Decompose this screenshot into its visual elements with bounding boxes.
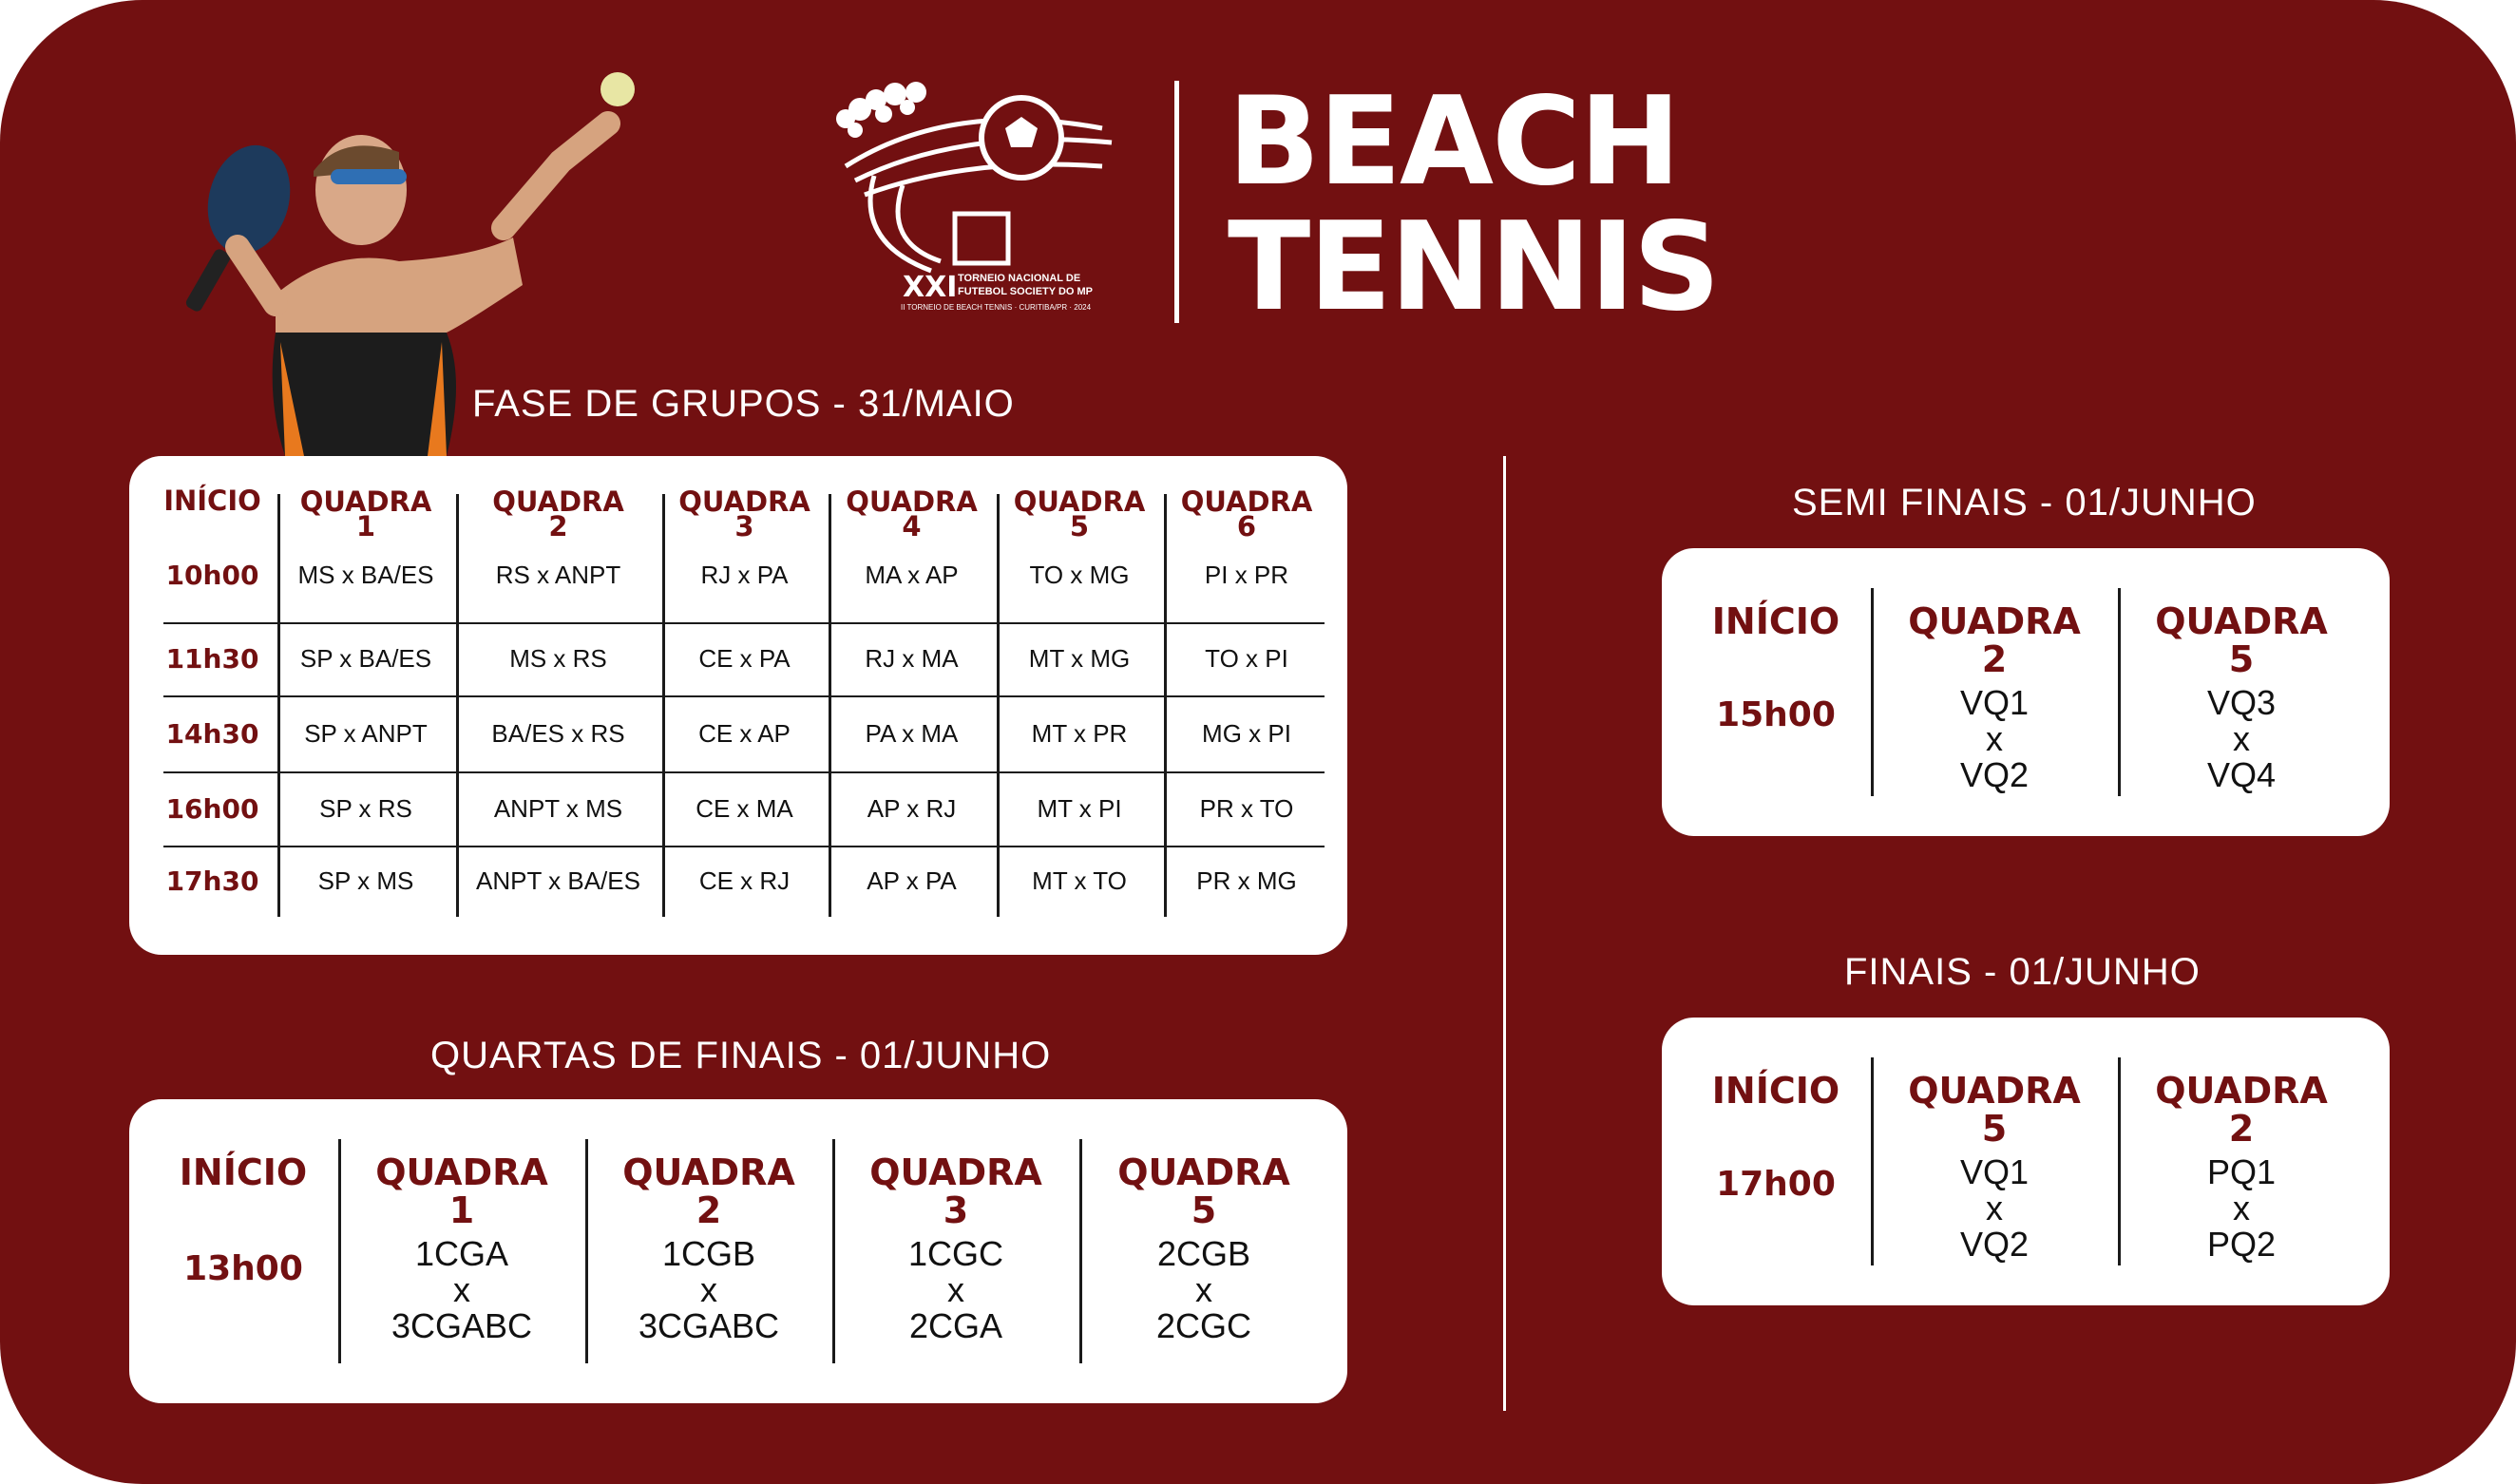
column-divider [585, 1139, 588, 1363]
match-cell: MS x BA/ES [297, 560, 434, 589]
court-number: 3 [734, 510, 754, 542]
match-cell: ANPT x MS [493, 793, 623, 823]
time-cell: 11h30 [165, 643, 259, 675]
time-column [1681, 1046, 1871, 1277]
court-label: QUADRA [678, 485, 810, 518]
match-cell: MT x MG [1028, 644, 1131, 673]
ball-icon [600, 72, 635, 106]
court-number: 2 [696, 1189, 722, 1232]
court-number: 2 [548, 510, 568, 542]
event-logo [817, 71, 1131, 328]
court-label: QUADRA [492, 485, 624, 518]
match-cell: PI x PR [1204, 560, 1289, 589]
court-header [1163, 485, 1330, 543]
court-number: 5 [1069, 510, 1090, 542]
court-header [455, 485, 661, 543]
court-label: QUADRA [1908, 1070, 2081, 1112]
time-cell: 17h30 [165, 866, 259, 897]
match-team-a: PQ1 [2206, 1152, 2277, 1192]
quarters-table [129, 1099, 1347, 1403]
court-column [832, 1128, 1079, 1375]
match-versus: x [700, 1270, 717, 1310]
match-cell: AP x RJ [867, 793, 957, 823]
column-divider [1871, 1057, 1874, 1265]
court-label: QUADRA [1908, 600, 2081, 642]
logo-line2: FUTEBOL SOCIETY DO MP [958, 286, 1093, 297]
time-header: INÍCIO [163, 484, 261, 517]
match-cell: RJ x MA [865, 644, 959, 673]
title-line1: BEACH [1228, 71, 1680, 213]
stadium-icon [817, 71, 1131, 280]
match-team-b: VQ2 [1959, 1224, 2030, 1264]
court-number: 6 [1236, 510, 1257, 542]
logo-line3: II TORNEIO DE BEACH TENNIS · CURITIBA/PR · 2024 [901, 303, 1092, 312]
match-versus: x [947, 1270, 964, 1310]
logo-line1: TORNEIO NACIONAL DE [958, 273, 1081, 284]
match-team-a: 2CGB [1156, 1234, 1251, 1274]
court-label: QUADRA [846, 485, 978, 518]
column-divider [338, 1139, 341, 1363]
match-team-a: VQ1 [1959, 1152, 2030, 1192]
column-divider [1079, 1139, 1082, 1363]
court-header [276, 485, 455, 543]
match-team-a: VQ3 [2206, 683, 2277, 723]
match-cell: PR x MG [1196, 866, 1297, 895]
court-column [1871, 1046, 2118, 1277]
match-team-b: 3CGABC [638, 1305, 780, 1345]
match-cell: AP x PA [867, 866, 957, 895]
time-column [148, 1128, 338, 1375]
court-number: 2 [2228, 1108, 2255, 1151]
finals-heading: FINAIS - 01/JUNHO [1844, 951, 2201, 993]
time-cell: 15h00 [1716, 695, 1836, 735]
court-number: 4 [902, 510, 922, 542]
finals-table [1662, 1018, 2390, 1305]
time-header: INÍCIO [179, 1151, 308, 1193]
court-column [2118, 1046, 2365, 1277]
time-cell: 10h00 [165, 559, 259, 591]
time-cell: 16h00 [165, 792, 259, 825]
match-cell: TO x PI [1205, 644, 1288, 673]
match-cell: MT x PR [1031, 718, 1128, 748]
title-divider [1174, 81, 1179, 323]
match-team-a: 1CGB [661, 1234, 756, 1274]
match-cell: MT x PI [1037, 793, 1122, 823]
column-divider [832, 1139, 835, 1363]
match-team-b: VQ2 [1959, 754, 2030, 794]
court-number: 5 [1981, 1108, 2008, 1151]
match-team-b: VQ4 [2206, 754, 2277, 794]
court-column [338, 1128, 585, 1375]
groups-table [129, 456, 1347, 955]
match-team-b: PQ2 [2206, 1224, 2277, 1264]
court-label: QUADRA [2155, 1070, 2328, 1112]
court-number: 2 [1981, 638, 2008, 681]
court-column [585, 1128, 832, 1375]
groups-heading: FASE DE GRUPOS - 31/MAIO [472, 383, 1015, 425]
match-team-b: 2CGA [908, 1305, 1003, 1345]
match-cell: SP x ANPT [304, 718, 428, 748]
court-label: QUADRA [299, 485, 432, 518]
court-label: QUADRA [2155, 600, 2328, 642]
court-column [2118, 577, 2365, 808]
court-number: 1 [355, 510, 376, 542]
match-team-a: 1CGA [414, 1234, 509, 1274]
match-versus: x [2233, 1189, 2250, 1228]
title-line2: TENNIS [1228, 197, 1719, 338]
court-number: 3 [943, 1189, 969, 1232]
column-divider [1871, 588, 1874, 796]
column-divider [2118, 588, 2121, 796]
time-header: INÍCIO [1711, 1070, 1840, 1112]
match-team-a: VQ1 [1959, 683, 2030, 723]
match-cell: CE x RJ [698, 866, 791, 895]
match-cell: MG x PI [1202, 718, 1291, 748]
court-number: 5 [1191, 1189, 1217, 1232]
quarters-heading: QUARTAS DE FINAIS - 01/JUNHO [430, 1035, 1052, 1076]
match-cell: PA x MA [865, 718, 959, 748]
match-cell: SP x BA/ES [299, 644, 432, 673]
time-cell: 14h30 [165, 717, 259, 750]
match-cell: RJ x PA [700, 560, 789, 589]
time-column [1681, 577, 1871, 808]
match-cell: RS x ANPT [495, 560, 621, 589]
match-versus: x [1195, 1270, 1212, 1310]
match-versus: x [453, 1270, 470, 1310]
match-cell: MS x RS [509, 644, 607, 673]
court-label: QUADRA [622, 1151, 795, 1193]
court-header [828, 485, 996, 543]
logo-number: XXI [903, 271, 958, 304]
match-cell: ANPT x BA/ES [476, 866, 640, 895]
section-divider [1503, 456, 1506, 1411]
match-cell: CE x MA [696, 793, 793, 823]
court-label: QUADRA [1117, 1151, 1290, 1193]
court-label: QUADRA [869, 1151, 1042, 1193]
match-cell: PR x TO [1199, 793, 1294, 823]
match-cell: SP x MS [317, 866, 414, 895]
column-divider [2118, 1057, 2121, 1265]
match-versus: x [1986, 719, 2003, 759]
time-cell: 13h00 [183, 1249, 303, 1289]
court-label: QUADRA [1013, 485, 1146, 518]
match-team-a: 1CGC [907, 1234, 1004, 1274]
match-cell: TO x MG [1029, 560, 1130, 589]
match-cell: SP x RS [319, 793, 412, 823]
court-column [1871, 577, 2118, 808]
semis-table [1662, 548, 2390, 836]
match-cell: CE x AP [698, 718, 791, 748]
match-cell: MT x TO [1032, 866, 1127, 895]
court-number: 5 [2228, 638, 2255, 681]
court-number: 1 [448, 1189, 475, 1232]
match-team-b: 3CGABC [391, 1305, 533, 1345]
match-cell: CE x PA [698, 644, 791, 673]
semis-heading: SEMI FINAIS - 01/JUNHO [1792, 482, 2257, 523]
court-label: QUADRA [375, 1151, 548, 1193]
time-header: INÍCIO [1711, 600, 1840, 642]
court-header [661, 485, 828, 543]
match-cell: BA/ES x RS [491, 718, 625, 748]
court-label: QUADRA [1180, 485, 1313, 518]
match-cell: MA x AP [865, 560, 959, 589]
court-header [996, 485, 1163, 543]
match-versus: x [1986, 1189, 2003, 1228]
match-team-b: 2CGC [1155, 1305, 1252, 1345]
time-cell: 17h00 [1716, 1165, 1836, 1205]
court-column [1079, 1128, 1328, 1375]
match-versus: x [2233, 719, 2250, 759]
